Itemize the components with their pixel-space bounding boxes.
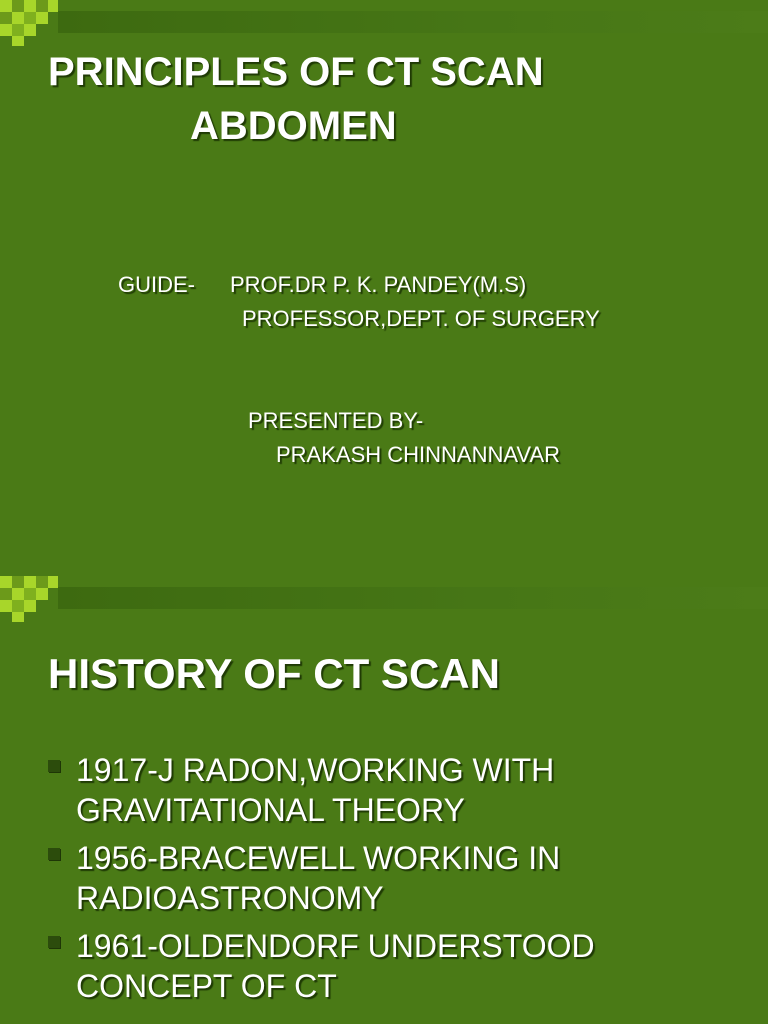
presenter-name: PRAKASH CHINNANNAVAR (276, 442, 561, 467)
square-bullet-icon (48, 936, 60, 948)
bullet-text-line: 1956-BRACEWELL WORKING IN (76, 840, 561, 876)
history-slide (0, 576, 768, 1024)
bullet-text-line: CONCEPT OF CT (76, 968, 337, 1004)
checkerboard-corner-icon (0, 576, 58, 622)
presented-by-label: PRESENTED BY- (248, 408, 424, 433)
guide-label: GUIDE- (118, 272, 195, 297)
history-bullet-list (48, 750, 738, 1014)
list-item (48, 750, 738, 830)
bullet-text-line: GRAVITATIONAL THEORY (76, 792, 465, 828)
bullet-text-line: 1917-J RADON,WORKING WITH (76, 752, 555, 788)
guide-department: PROFESSOR,DEPT. OF SURGERY (242, 306, 600, 331)
list-item (48, 926, 738, 1006)
slide-title-line-2: ABDOMEN (190, 104, 397, 148)
slide-title-line-1: PRINCIPLES OF CT SCAN (48, 50, 544, 94)
bullet-text-line: RADIOASTRONOMY (76, 880, 384, 916)
bullet-text-line: 1961-OLDENDORF UNDERSTOOD (76, 928, 595, 964)
square-bullet-icon (48, 848, 60, 860)
header-bar (58, 587, 768, 609)
checkerboard-corner-icon (0, 0, 58, 46)
slide-title: HISTORY OF CT SCAN (48, 650, 500, 697)
header-bar (58, 11, 768, 33)
square-bullet-icon (48, 760, 60, 772)
list-item (48, 838, 738, 918)
guide-name: PROF.DR P. K. PANDEY(M.S) (230, 272, 527, 297)
